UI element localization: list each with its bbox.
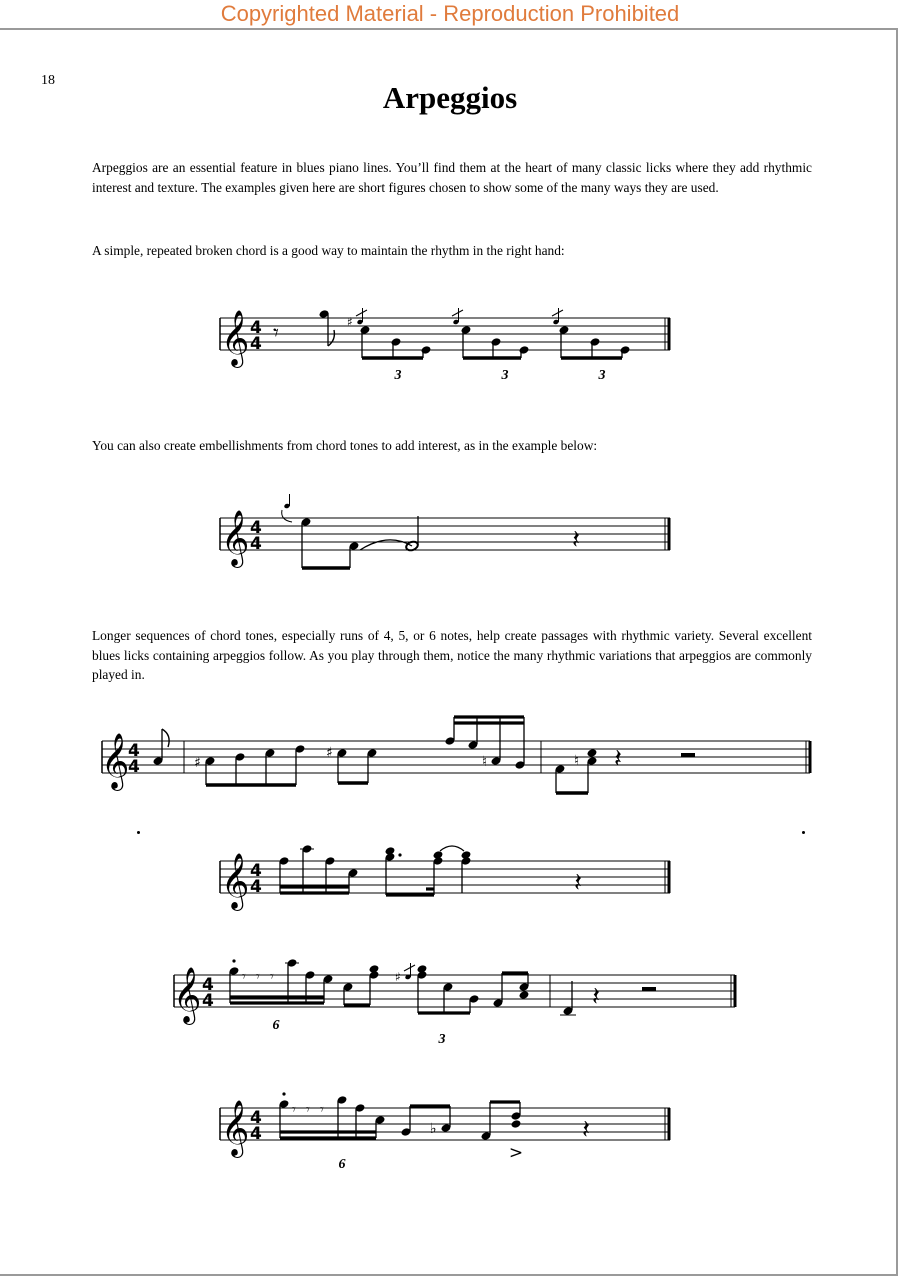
grace-sharp: ♯ xyxy=(395,970,401,984)
time-signature-top: 4 xyxy=(250,1108,262,1128)
intro-paragraph: Arpeggios are an essential feature in blues piano lines. You’ll find them at the heart of many classic licks where they add rhythmic interest and texture. The examples given here are short figures chosen to show some of the many ways they are used. xyxy=(92,160,812,195)
natural-2: ♮ xyxy=(574,753,580,769)
half-rest xyxy=(642,987,656,991)
time-signature-bottom: 4 xyxy=(128,757,140,777)
triplet-label-2: 3 xyxy=(501,368,509,383)
quarter-rest: 𝄽 xyxy=(572,525,580,555)
natural-1: ♮ xyxy=(482,754,488,770)
scan-speck xyxy=(802,831,805,834)
eighth-rest: 𝄾 xyxy=(320,1102,324,1118)
longer-sequences-paragraph: Longer sequences of chord tones, especially runs of 4, 5, or 6 notes, help create passages with rhythmic variety. Several excellent blues licks containing arpeggios follow. As you play through them, notice the many rhythmic variations that arpeggios are commonly played in. xyxy=(92,628,812,682)
lick-2 xyxy=(214,843,674,923)
triplet-label: 3 xyxy=(438,1032,446,1047)
broken-chord-paragraph: A simple, repeated broken chord is a good way to maintain the rhythm in the right hand: xyxy=(92,243,565,258)
embellishment-example xyxy=(214,500,674,580)
quarter-rest: 𝄽 xyxy=(614,744,622,774)
treble-clef: 𝄞 xyxy=(221,853,250,909)
triplet-label-1: 3 xyxy=(394,368,402,383)
treble-clef: 𝄞 xyxy=(221,1100,250,1156)
sextuplet-label: 6 xyxy=(338,1157,346,1172)
time-signature-bottom: 4 xyxy=(202,991,214,1011)
eighth-rest: 𝄾 xyxy=(242,969,246,985)
time-signature-top: 4 xyxy=(250,318,262,338)
half-rest xyxy=(681,753,695,757)
sextuplet-label: 6 xyxy=(272,1018,280,1033)
treble-clef: 𝄞 xyxy=(173,967,202,1023)
time-signature-bottom: 4 xyxy=(250,1124,262,1144)
time-signature-top: 4 xyxy=(250,861,262,881)
eighth-rest: 𝄾 xyxy=(273,321,279,346)
treble-clef: 𝄞 xyxy=(221,310,250,366)
triplet-label-3: 3 xyxy=(598,368,606,383)
treble-clef: 𝄞 xyxy=(101,733,130,789)
page-number: 18 xyxy=(41,73,55,88)
copyright-watermark: Copyrighted Material - Reproduction Prohibited xyxy=(220,1,680,26)
time-signature-bottom: 4 xyxy=(250,534,262,554)
eighth-rest: 𝄾 xyxy=(292,1102,296,1118)
quarter-rest: 𝄽 xyxy=(574,868,582,898)
accent: > xyxy=(508,1143,524,1163)
time-signature-bottom: 4 xyxy=(250,334,262,354)
lick-3 xyxy=(168,957,743,1047)
treble-clef: 𝄞 xyxy=(221,510,250,566)
eighth-rest: 𝄾 xyxy=(270,969,274,985)
lick-1 xyxy=(96,715,816,795)
embellishment-paragraph: You can also create embellishments from chord tones to add interest, as in the example below: xyxy=(92,438,598,453)
time-signature-top: 4 xyxy=(202,975,214,995)
broken-chord-example xyxy=(214,300,674,383)
eighth-rest: 𝄾 xyxy=(306,1102,310,1118)
scan-speck xyxy=(137,831,140,834)
time-signature-top: 4 xyxy=(250,518,262,538)
sharp-2: ♯ xyxy=(326,745,333,761)
eighth-rest: 𝄾 xyxy=(256,969,260,985)
time-signature-top: 4 xyxy=(128,741,140,761)
page-title: Arpeggios xyxy=(382,80,518,115)
time-signature-bottom: 4 xyxy=(250,877,262,897)
sharp-1: ♯ xyxy=(194,755,201,771)
flat: ♭ xyxy=(430,1121,437,1137)
grace-sharp: ♯ xyxy=(347,315,353,329)
quarter-rest: 𝄽 xyxy=(582,1115,590,1145)
quarter-rest: 𝄽 xyxy=(592,982,600,1012)
lick-4 xyxy=(214,1090,674,1180)
